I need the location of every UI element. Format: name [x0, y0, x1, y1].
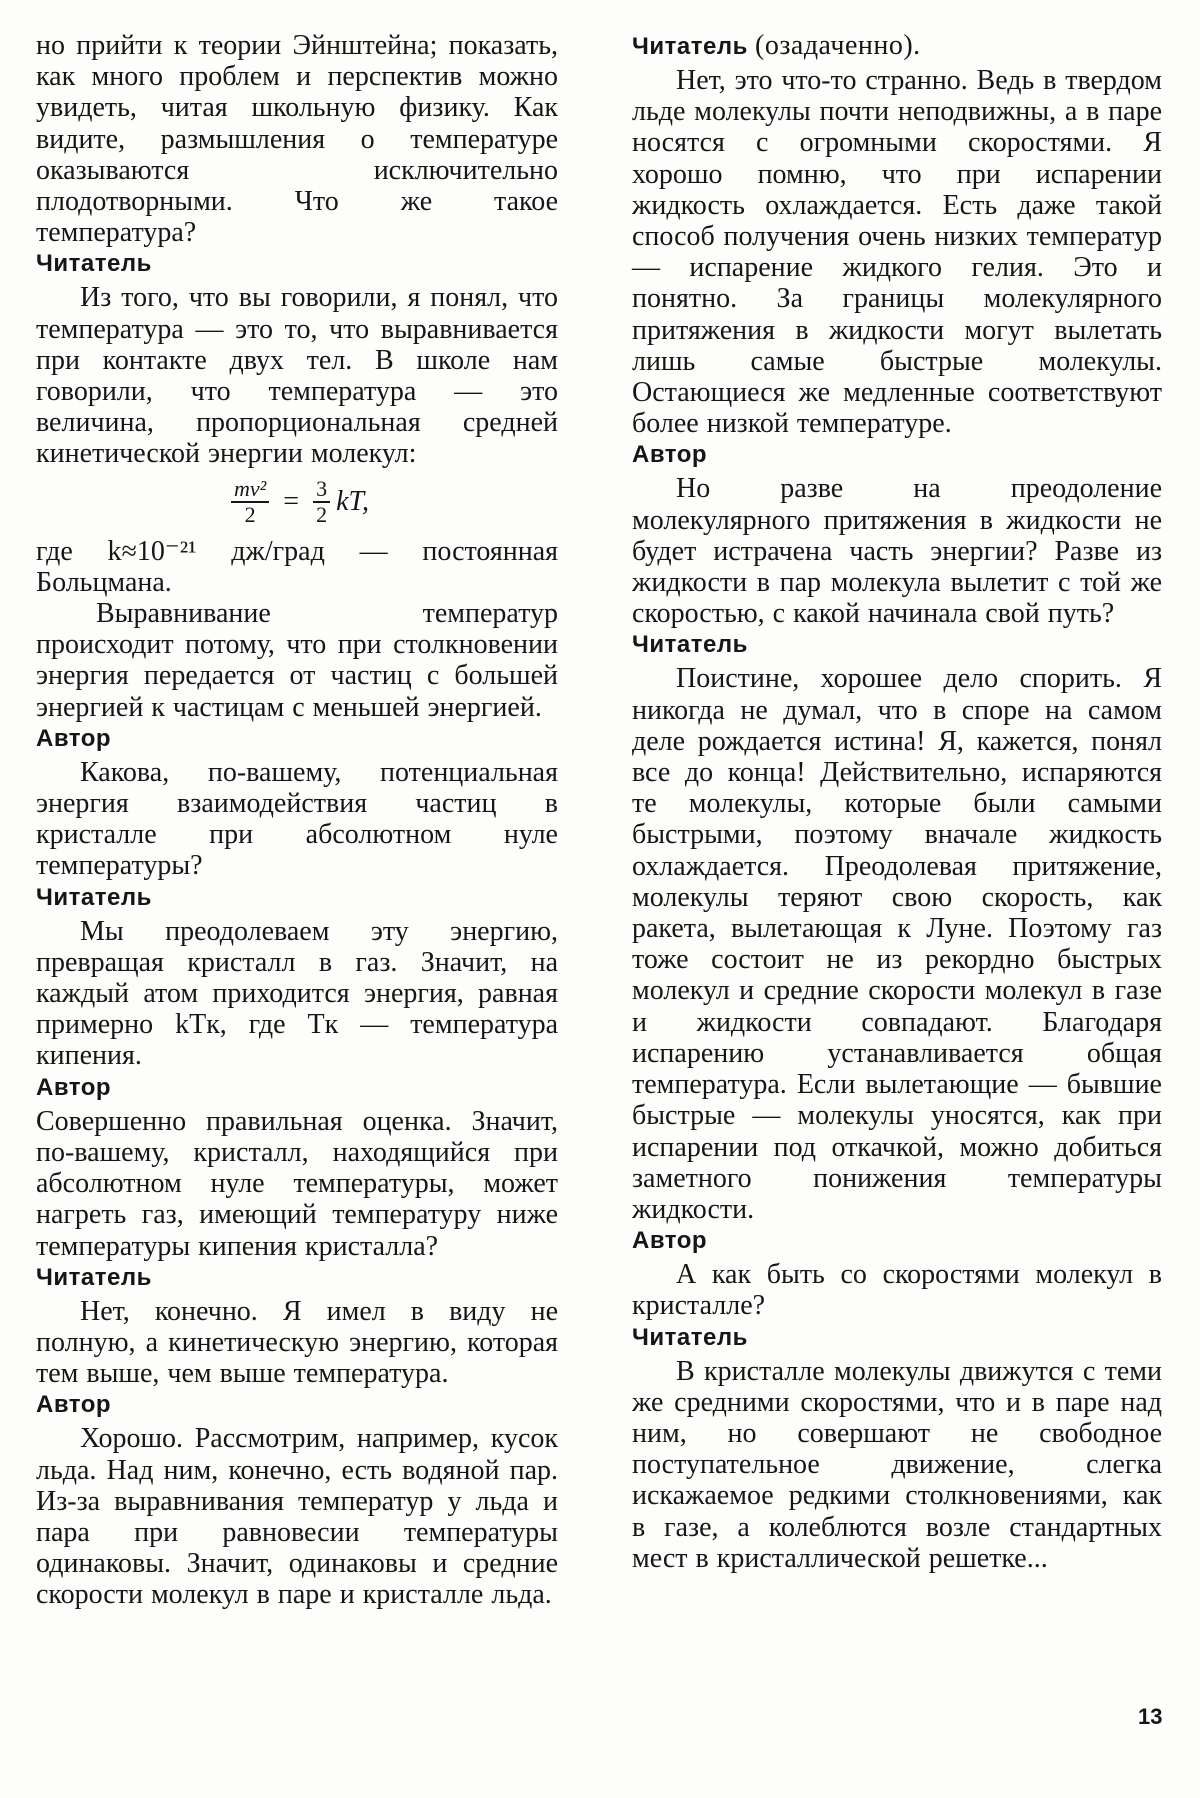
fraction-denominator: 2 — [244, 501, 256, 527]
paragraph: В кристалле молекулы движутся с теми же средними скоростями, что и в паре над ним, но совершают не свободное поступательное движение, слегка искажаемое редкими столкновениями, как в газе, а колеблются возле стандартных мест в кристаллической решетке... — [632, 1355, 1162, 1574]
paragraph: Мы преодолеваем эту энергию, превращая кристалл в газ. Значит, на каждый атом приходится энергия, равная примерно kTк, где Tк — температура кипения. — [36, 915, 558, 1072]
speaker-label: Читатель — [36, 250, 152, 278]
paragraph: Выравнивание температур происходит потому, что при столкновении энергия передается от частиц с большей энергией к частицам с меньшей энергией. — [36, 598, 558, 723]
paragraph: Нет, конечно. Я имел в виду не полную, а кинетическую энергию, которая тем выше, чем выше температура. — [36, 1295, 558, 1390]
speaker-label: Читатель — [632, 1323, 748, 1351]
speaker-label: Читатель — [632, 631, 748, 659]
fraction-numerator: mv² — [231, 477, 269, 503]
speaker-label: Автор — [36, 1391, 112, 1419]
fraction-left — [231, 477, 269, 527]
fraction-right — [313, 477, 330, 527]
left-column — [36, 30, 558, 1611]
speaker-label: Читатель — [36, 1263, 152, 1291]
paragraph: А как быть со скоростями молекул в кристалле? — [632, 1259, 1162, 1322]
page-number: 13 — [1138, 1704, 1163, 1729]
paragraph: Из того, что вы говорили, я понял, что температура — это то, что выравнивается при контакте двух тел. В школе нам говорили, что температура — это величина, пропорциональная средней кинетической энергии молекул: — [36, 282, 558, 470]
formula-tail: kT, — [336, 485, 369, 517]
speaker-label: Автор — [36, 724, 112, 752]
paragraph: где k≈10⁻²¹ дж/град — постоянная Больцмана. — [36, 535, 558, 598]
paragraph: Какова, по-вашему, потенциальная энергия взаимодействия частиц в кристалле при абсолютном нуле температуры? — [36, 756, 558, 882]
fraction-numerator: 3 — [313, 477, 330, 503]
paragraph: Нет, это что-то странно. Ведь в твердом льде молекулы почти неподвижны, а в паре носятся с огромными скоростями. Я хорошо помню, что при испарении жидкость охлаждается. Есть даже такой способ получения очень низких температур — испарение жидкого гелия. Это и понятно. За границы молекулярного притяжения в жидкости могут вылетать лишь самые быстрые молекулы. Остающиеся же медленные соответствуют более низкой температуре. — [632, 65, 1162, 440]
paragraph: Хорошо. Рассмотрим, например, кусок льда. Над ним, конечно, есть водяной пар. Из-за выравнивания температур у льда и пара при равновесии температуры одинаковы. Значит, одинаковы и средние скорости молекул в паре и кристалле льда. — [36, 1423, 558, 1611]
paragraph: Но разве на преодоление молекулярного притяжения в жидкости не будет истрачена часть энергии? Разве из жидкости в пар молекула вылетит с той же скоростью, с какой начинала свой путь? — [632, 473, 1162, 630]
right-column — [632, 30, 1162, 1574]
speaker-label: Автор — [36, 1073, 112, 1101]
speaker-label — [632, 32, 1162, 61]
paragraph: но прийти к теории Эйнштейна; показать, как много проблем и перспектив можно увидеть, читая школьную физику. Как видите, размышления о температуре оказываются исключительно плодотворными. Что же такое температура? — [36, 30, 558, 249]
speaker-name: Читатель — [632, 33, 748, 60]
formula — [36, 470, 558, 534]
paragraph: Совершенно правильная оценка. Значит, по-вашему, кристалл, находящийся при абсолютном нуле температуры, может нагреть газ, имеющий температуру ниже температуры кипения кристалла? — [36, 1105, 558, 1262]
speaker-label: Автор — [632, 441, 708, 469]
speaker-label: Автор — [632, 1227, 708, 1255]
fraction-denominator: 2 — [316, 501, 328, 527]
paragraph: Поистине, хорошее дело спорить. Я никогда не думал, что в споре на самом деле рождается истина! Я, кажется, понял все до конца! Действительно, испаряются те молекулы, которые были самыми быстрыми, поэтому вначале жидкость охлаждается. Преодолевая притяжение, молекулы теряют свою скорость, как ракета, вылетающая к Луне. Поэтому газ тоже состоит не из рекордно быстрых молекул и средние скорости молекул в газе и жидкости совпадают. Благодаря испарению устанавливается общая температура. Если вылетающие — бывшие быстрые — молекулы уносятся, как при испарении под откачкой, можно добиться заметного понижения температуры жидкости. — [632, 663, 1162, 1225]
stage-direction: (озадаченно). — [755, 30, 921, 61]
equals-sign: = — [283, 485, 300, 517]
speaker-label: Читатель — [36, 883, 152, 911]
